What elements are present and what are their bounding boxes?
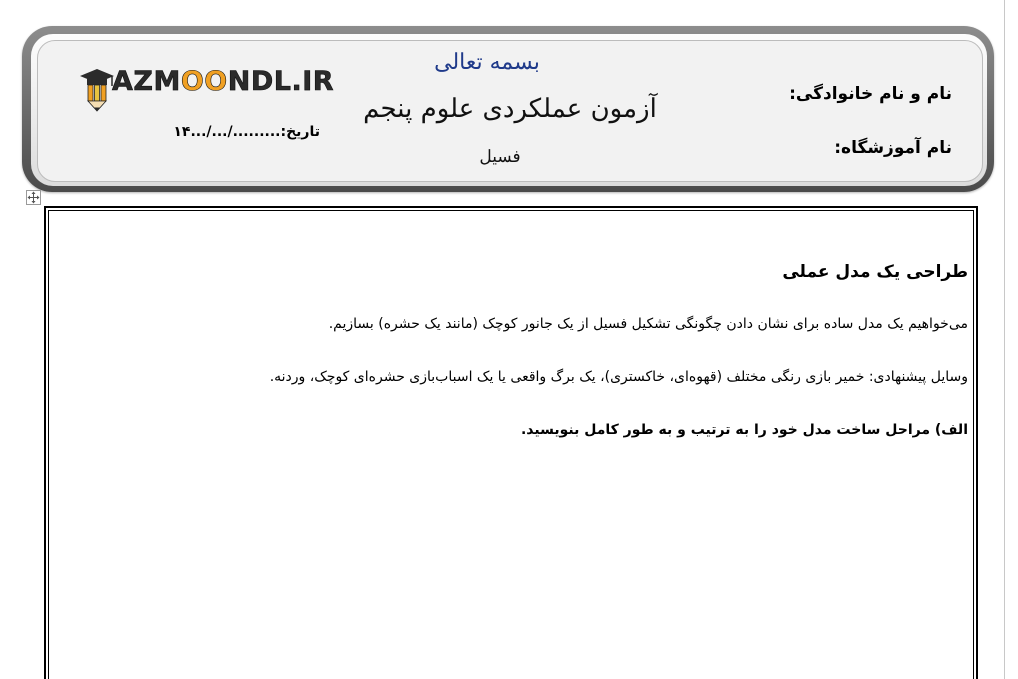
logo-text-suffix: NDL.IR — [227, 66, 335, 97]
paragraph-intro: می‌خواهیم یک مدل ساده برای نشان دادن چگونگی تشکیل فسیل از یک جانور کوچک (مانند یک حشره) بسازیم. — [328, 316, 968, 332]
question-a: الف) مراحل ساخت مدل خود را به ترتیب و به طور کامل بنویسید. — [520, 422, 968, 438]
bismillah-heading: بسمه تعالی — [434, 50, 540, 75]
exam-subject: فسیل — [479, 147, 521, 167]
paragraph-materials: وسایل پیشنهادی: خمیر بازی رنگی مختلف (قهوه‌ای، خاکستری)، یک برگ واقعی یا یک اسباب‌بازی حشره‌ای کوچک، وردنه. — [269, 369, 968, 385]
section-title: طراحی یک مدل عملی — [782, 262, 968, 282]
logo-text-prefix: AZM — [112, 66, 181, 97]
exam-title: آزمون عملکردی علوم پنجم — [363, 94, 657, 124]
site-logo — [78, 62, 335, 114]
page-margin-rule — [1004, 0, 1005, 679]
student-name-field: نام و نام خانوادگی: — [789, 84, 952, 104]
logo-text-accent: OO — [180, 66, 228, 97]
school-name-field: نام آموزشگاه: — [834, 138, 952, 158]
date-field: تاریخ:........./.../...۱۴ — [173, 124, 320, 140]
logo-wordmark — [112, 66, 334, 97]
pencil-graduation-cap-icon — [78, 66, 116, 112]
four-way-arrow-icon — [27, 191, 40, 204]
table-move-handle[interactable] — [26, 190, 41, 205]
